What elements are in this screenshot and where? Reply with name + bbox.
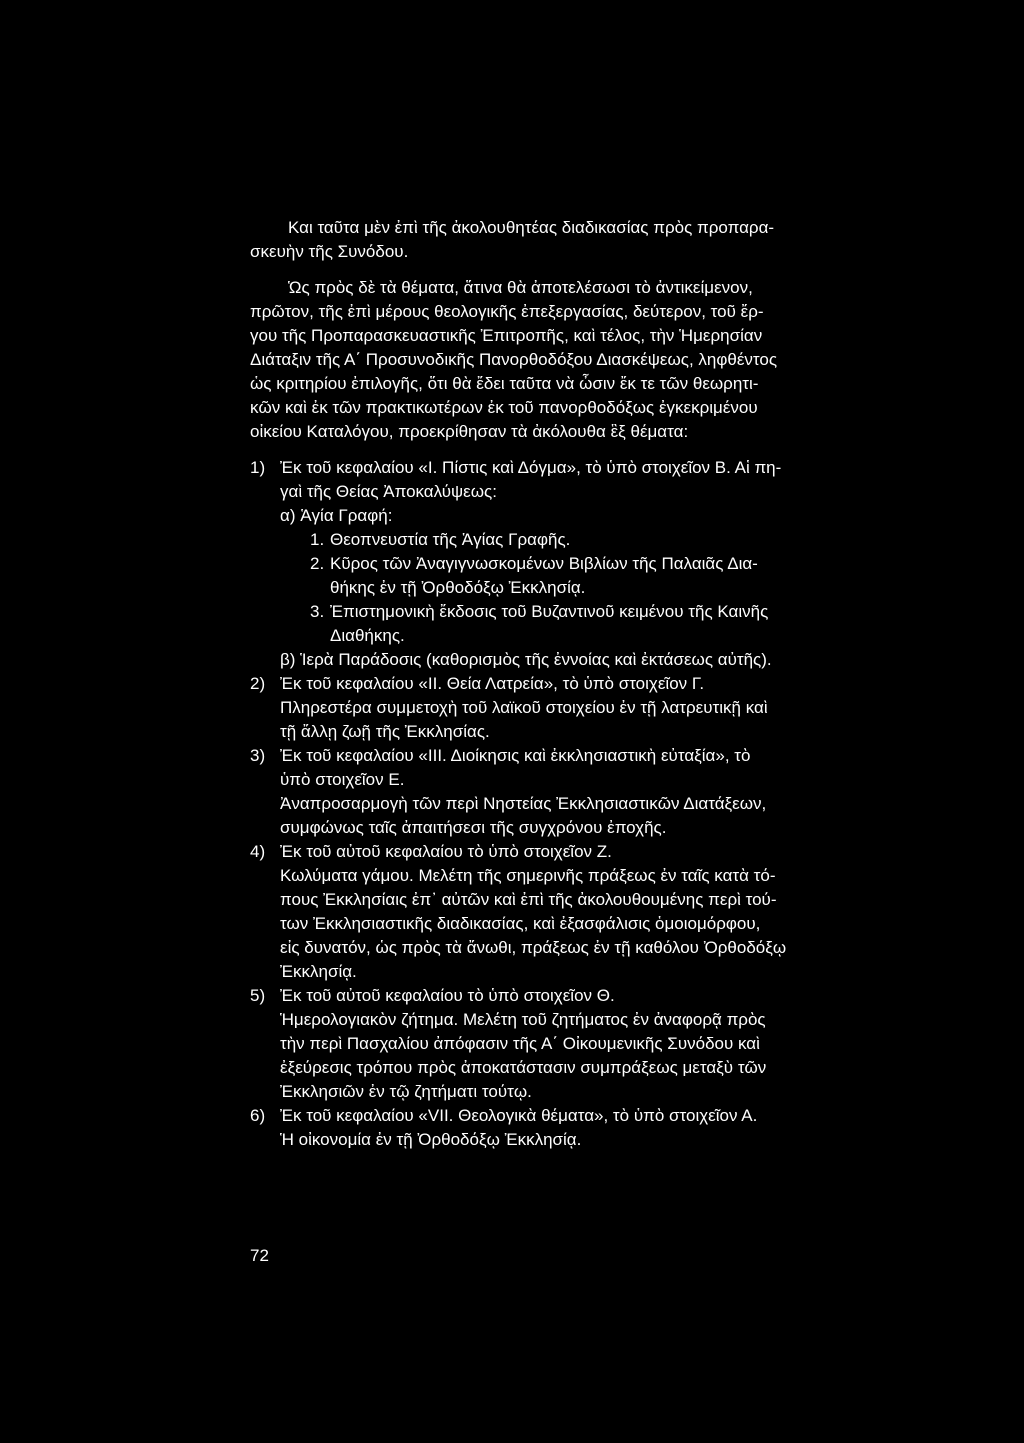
topic-item-2 (250, 672, 910, 744)
text-line: Ὡς πρὸς δὲ τὰ θέματα, ἅτινα θὰ ἀποτελέσωσι τὸ ἀντικείμενον, (288, 278, 753, 297)
text-line (250, 744, 910, 768)
sub-item-a: α) Ἁγία Γραφή: (280, 506, 393, 525)
text-line: συμφώνως ταῖς ἀπαιτήσεσι τῆς συγχρόνου ἐποχῆς. (280, 818, 667, 837)
text-line: Κωλύματα γάμου. Μελέτη τῆς σημερινῆς πράξεως ἐν ταῖς κατὰ τό- (280, 866, 776, 885)
item-number: 3) (250, 746, 266, 765)
text-line (250, 672, 910, 696)
numbered-sub-item (250, 600, 910, 624)
text-line: Ἡμερολογιακὸν ζήτημα. Μελέτη τοῦ ζητήματος ἐν ἀναφορᾷ πρὸς (280, 1010, 766, 1029)
text-line: οἰκείου Καταλόγου, προεκρίθησαν τὰ ἀκόλουθα ἓξ θέματα: (250, 422, 689, 441)
sub-text: Ἐπιστημονικὴ ἔκδοσις τοῦ Βυζαντινοῦ κειμένου τῆς Καινῆς (330, 602, 769, 621)
text-line: Ἡ οἰκονομία ἐν τῇ Ὀρθοδόξῳ Ἐκκλησίᾳ. (280, 1130, 582, 1149)
text-line: των Ἐκκλησιαστικῆς διαδικασίας, καὶ ἐξασφάλισις ὁμοιομόρφου, (280, 914, 761, 933)
text-line: ὑπὸ στοιχεῖον Ε. (280, 770, 405, 789)
item-text: Ἐκ τοῦ κεφαλαίου «ΙΙ. Θεία Λατρεία», τὸ ὑπὸ στοιχεῖον Γ. (280, 674, 705, 693)
text-line (250, 456, 910, 480)
text-line (250, 840, 910, 864)
text-line: σκευὴν τῆς Συνόδου. (250, 242, 409, 261)
text-line: πους Ἐκκλησίαις ἐπ᾽ αὐτῶν καὶ ἐπὶ τῆς ἀκολουθουμένης περὶ τού- (280, 890, 777, 909)
item-number: 5) (250, 986, 266, 1005)
text-line: ὡς κριτηρίου ἐπιλογῆς, ὅτι θὰ ἔδει ταῦτα νὰ ὦσιν ἔκ τε τῶν θεωρητι- (250, 374, 759, 393)
item-text: Ἐκ τοῦ κεφαλαίου «Ι. Πίστις καὶ Δόγμα», τὸ ὑπὸ στοιχεῖον Β. Αἱ πη- (280, 458, 782, 477)
topic-item-6 (250, 1104, 910, 1152)
page-number: 72 (250, 1246, 269, 1265)
item-text: Ἐκ τοῦ αὐτοῦ κεφαλαίου τὸ ὑπὸ στοιχεῖον Θ. (280, 986, 615, 1005)
topic-item-1 (250, 456, 910, 672)
topics-intro-paragraph (250, 276, 910, 444)
text-line: κῶν καὶ ἐκ τῶν πρακτικωτέρων ἐκ τοῦ πανορθοδόξως ἐγκεκριμένου (250, 398, 758, 417)
item-text: Ἐκ τοῦ κεφαλαίου «ΙΙΙ. Διοίκησις καὶ ἐκκλησιαστικὴ εὐταξία», τὸ (280, 746, 751, 765)
text-line: Και ταῦτα μὲν ἐπὶ τῆς ἀκολουθητέας διαδικασίας πρὸς προπαρα- (288, 218, 775, 237)
text-line: Διάταξιν τῆς Α΄ Προσυνοδικῆς Πανορθοδόξου Διασκέψεως, ληφθέντος (250, 350, 778, 369)
item-number: 2) (250, 674, 266, 693)
sub-text: Θεοπνευστία τῆς Ἁγίας Γραφῆς. (330, 530, 571, 549)
text-line: Διαθήκης. (330, 626, 405, 645)
item-number: 1) (250, 458, 266, 477)
numbered-sub-item (250, 528, 910, 552)
topic-item-5 (250, 984, 910, 1104)
sub-number: 2. (310, 554, 325, 573)
text-line: θήκης ἐν τῇ Ὀρθοδόξῳ Ἐκκλησίᾳ. (330, 578, 586, 597)
item-number: 4) (250, 842, 266, 861)
sub-item-b: β) Ἱερὰ Παράδοσις (καθορισμὸς τῆς ἐννοίας καὶ ἐκτάσεως αὐτῆς). (280, 650, 772, 669)
item-text: Ἐκ τοῦ κεφαλαίου «VII. Θεολογικὰ θέματα», τὸ ὑπὸ στοιχεῖον Α. (280, 1106, 758, 1125)
topic-item-4 (250, 840, 910, 984)
text-line (250, 1104, 910, 1128)
text-line (250, 984, 910, 1008)
page-body (250, 216, 910, 1152)
text-line: ἐξεύρεσις τρόπου πρὸς ἀποκατάστασιν συμπράξεως μεταξὺ τῶν (280, 1058, 767, 1077)
intro-paragraph (250, 216, 910, 264)
text-line: Ἐκκλησιῶν ἐν τῷ ζητήματι τούτῳ. (280, 1082, 532, 1101)
text-line: εἰς δυνατόν, ὡς πρὸς τὰ ἄνωθι, πράξεως ἐν τῇ καθόλου Ὀρθοδόξῳ (280, 938, 787, 957)
topic-item-3 (250, 744, 910, 840)
text-line: πρῶτον, τῆς ἐπὶ μέρους θεολογικῆς ἐπεξεργασίας, δεύτερον, τοῦ ἔρ- (250, 302, 764, 321)
numbered-sub-item (250, 552, 910, 576)
item-text: Ἐκ τοῦ αὐτοῦ κεφαλαίου τὸ ὑπὸ στοιχεῖον Ζ. (280, 842, 612, 861)
text-line: τῇ ἄλλῃ ζωῇ τῆς Ἐκκλησίας. (280, 722, 490, 741)
sub-number: 1. (310, 530, 325, 549)
item-number: 6) (250, 1106, 266, 1125)
text-line: γαὶ τῆς Θείας Ἀποκαλύψεως: (280, 482, 497, 501)
sub-text: Κῦρος τῶν Ἀναγιγνωσκομένων Βιβλίων τῆς Παλαιᾶς Δια- (330, 554, 758, 573)
text-line: Ἐκκλησίᾳ. (280, 962, 357, 981)
text-line: γου τῆς Προπαρασκευαστικῆς Ἐπιτροπῆς, καὶ τέλος, τὴν Ἡμερησίαν (250, 326, 763, 345)
sub-number: 3. (310, 602, 325, 621)
text-line: Πληρεστέρα συμμετοχὴ τοῦ λαϊκοῦ στοιχείου ἐν τῇ λατρευτικῇ καὶ (280, 698, 768, 717)
text-line: Ἀναπροσαρμογὴ τῶν περὶ Νηστείας Ἐκκλησιαστικῶν Διατάξεων, (280, 794, 767, 813)
text-line: τὴν περὶ Πασχαλίου ἀπόφασιν τῆς Α΄ Οἰκουμενικῆς Συνόδου καὶ (280, 1034, 760, 1053)
